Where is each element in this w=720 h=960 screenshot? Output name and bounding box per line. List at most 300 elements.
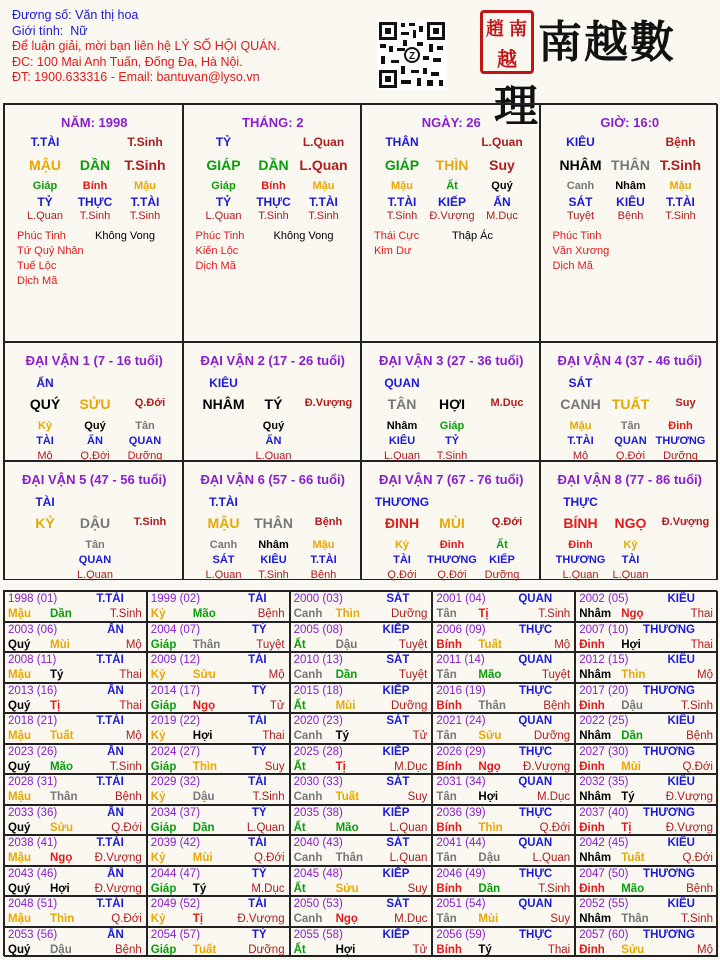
year-label: 2018 (21) bbox=[8, 715, 58, 727]
year-ten-god: THỰC bbox=[519, 745, 553, 758]
year-can: Giáp bbox=[150, 943, 177, 956]
pillar-an-1: Canh bbox=[566, 180, 595, 192]
dai-van-an-2: Giáp bbox=[439, 420, 465, 432]
year-stage: T.Sinh bbox=[109, 608, 142, 620]
dai-van-can: CANH bbox=[560, 396, 601, 412]
dai-van-ss-3: Dưỡng bbox=[663, 450, 698, 462]
year-chi: Sửu bbox=[621, 943, 645, 956]
pillar-an-2: Bính bbox=[82, 180, 108, 192]
year-stage: T.Sinh bbox=[109, 760, 142, 773]
year-stage: Đ.Vượng bbox=[665, 821, 713, 834]
contact-line: Để luận giải, mời bạn liên hệ LÝ SỐ HỘI QUÁN. bbox=[12, 39, 281, 53]
year-cell bbox=[575, 713, 718, 744]
pillar-than-1: TỶ bbox=[37, 195, 53, 209]
dai-van-3 bbox=[361, 342, 540, 461]
pillar-star-1: Phúc Tinh bbox=[195, 230, 245, 242]
year-chi: Dậu bbox=[335, 638, 358, 651]
dai-van-title: ĐẠI VẬN 6 (57 - 66 tuổi) bbox=[200, 472, 345, 487]
year-label: 2049 (52) bbox=[150, 898, 201, 910]
year-chi: Mùi bbox=[335, 699, 356, 712]
year-chi: Tuất bbox=[621, 852, 645, 864]
dai-van-than-1: T.TÀI bbox=[567, 435, 594, 447]
pillar-than-1: T.TÀI bbox=[387, 195, 417, 209]
year-ten-god: KIẾP bbox=[382, 623, 410, 636]
year-label: 2033 (36) bbox=[8, 806, 58, 819]
dai-van-than-2: QUAN bbox=[78, 554, 112, 566]
pillar-can-2: THÂN bbox=[611, 157, 650, 173]
dai-van-ss-1: Q.Đới bbox=[387, 569, 417, 581]
pillar-an-2: Ất bbox=[446, 180, 458, 192]
pillar-ss-3: T.Sinh bbox=[665, 210, 696, 222]
year-label: 2015 (18) bbox=[293, 684, 343, 697]
dai-van-than-1: SÁT bbox=[212, 554, 235, 566]
year-stage: T.Sinh bbox=[252, 791, 285, 803]
dai-van-an-3: Mậu bbox=[312, 539, 335, 551]
year-can: Nhâm bbox=[579, 669, 612, 681]
dai-van-ss-2: Q.Đới bbox=[615, 450, 646, 462]
year-cell bbox=[575, 652, 718, 683]
year-label: 2022 (25) bbox=[579, 715, 629, 727]
phone-email-line: ĐT: 1900.633316 - Email: bantuvan@lyso.vn bbox=[12, 70, 260, 84]
year-can: Bính bbox=[436, 760, 462, 773]
year-stage: Mộ bbox=[125, 730, 142, 742]
dai-van-1 bbox=[4, 342, 183, 461]
year-ten-god: THƯƠNG bbox=[643, 684, 695, 697]
year-chi: Hợi bbox=[50, 882, 70, 895]
pillar-star-2: Kim Dư bbox=[374, 245, 412, 257]
year-label: 2020 (23) bbox=[293, 715, 343, 727]
dai-van-than-3: KIẾP bbox=[489, 554, 515, 566]
dai-van-an-2: Tân bbox=[620, 420, 641, 432]
year-label: 2031 (34) bbox=[436, 776, 486, 788]
dai-van-than-3: QUAN bbox=[128, 435, 162, 447]
dai-van-than-1: KIÊU bbox=[388, 435, 416, 447]
dai-van-ts: M.Dục bbox=[490, 397, 524, 409]
year-ten-god: THỰC bbox=[519, 806, 553, 819]
year-stage: Tuyệt bbox=[541, 669, 571, 681]
year-can: Quý bbox=[8, 943, 31, 956]
year-label: 2048 (51) bbox=[8, 898, 58, 910]
year-cell bbox=[575, 835, 718, 866]
year-ten-god: KIẾP bbox=[382, 806, 410, 819]
year-can: Canh bbox=[293, 852, 323, 864]
pillar-can-2: DẦN bbox=[258, 157, 289, 173]
year-ten-god: QUAN bbox=[518, 776, 553, 788]
dai-van-can: BÍNH bbox=[563, 515, 598, 531]
year-ten-god: QUAN bbox=[518, 593, 553, 605]
dai-van-ss-1: L.Quan bbox=[562, 569, 599, 581]
year-label: 2019 (22) bbox=[150, 715, 201, 727]
year-stage: Q.Đới bbox=[111, 821, 142, 834]
dai-van-chi: HỢI bbox=[439, 396, 465, 412]
pillar-can-3: T.Sinh bbox=[124, 157, 166, 173]
year-can: Kỷ bbox=[150, 913, 166, 925]
year-cell bbox=[147, 713, 290, 744]
pillar-an-1: Giáp bbox=[32, 180, 58, 192]
year-cell bbox=[4, 591, 147, 622]
dai-van-than-1: TÀI bbox=[393, 554, 411, 566]
year-can: Quý bbox=[8, 638, 31, 651]
year-can: Bính bbox=[436, 638, 462, 651]
year-ten-god: TÀI bbox=[248, 898, 267, 910]
year-cell bbox=[290, 866, 433, 897]
year-can: Canh bbox=[293, 791, 323, 803]
year-label: 2047 (50) bbox=[579, 867, 629, 880]
year-label: 2021 (24) bbox=[436, 715, 486, 727]
year-cell bbox=[432, 835, 575, 866]
year-cell bbox=[432, 652, 575, 683]
year-chi: Mão bbox=[50, 760, 73, 773]
year-can: Canh bbox=[293, 913, 323, 925]
dai-van-ss-2: Q.Đới bbox=[437, 569, 467, 581]
year-cell bbox=[147, 774, 290, 805]
year-cell bbox=[432, 866, 575, 897]
year-stage: Dưỡng bbox=[533, 730, 571, 742]
year-label: 2055 (58) bbox=[293, 928, 343, 941]
year-ten-god: THỰC bbox=[519, 928, 553, 941]
year-label: 2036 (39) bbox=[436, 806, 486, 819]
year-stage: Mộ bbox=[697, 669, 713, 681]
year-stage: Đ.Vượng bbox=[665, 791, 713, 803]
dai-van-an-2: Quý bbox=[84, 420, 106, 432]
year-ten-god: TÀI bbox=[248, 837, 267, 849]
year-cell bbox=[147, 927, 290, 958]
year-can: Tân bbox=[436, 669, 457, 681]
year-label: 2037 (40) bbox=[579, 806, 629, 819]
year-can: Bính bbox=[436, 882, 462, 895]
year-can: Mậu bbox=[8, 730, 31, 742]
year-cell bbox=[147, 622, 290, 653]
year-cell bbox=[575, 774, 718, 805]
pillar-an-2: Nhâm bbox=[615, 180, 646, 192]
year-label: 2028 (31) bbox=[8, 776, 58, 788]
year-stage: Đ.Vượng bbox=[94, 852, 142, 864]
dai-van-ss-2: Q.Đới bbox=[80, 450, 110, 462]
year-cell bbox=[147, 866, 290, 897]
year-label: 2029 (32) bbox=[150, 776, 201, 788]
dai-van-can: ĐINH bbox=[384, 515, 420, 531]
dai-van-can: NHÂM bbox=[202, 396, 245, 412]
pillar-than-1: TỶ bbox=[215, 195, 232, 209]
pillar-ss-1: T.Sinh bbox=[386, 210, 418, 222]
year-label: 2013 (16) bbox=[8, 684, 58, 697]
year-cell bbox=[147, 652, 290, 683]
year-cell bbox=[432, 744, 575, 775]
year-cell bbox=[147, 683, 290, 714]
year-stage: Mộ bbox=[554, 638, 571, 651]
year-ten-god: QUAN bbox=[518, 837, 553, 849]
dai-van-ss-1: Mộ bbox=[37, 450, 53, 462]
dai-van-top: THỰC bbox=[563, 495, 598, 509]
year-label: 2030 (33) bbox=[293, 776, 343, 788]
year-label: 2032 (35) bbox=[579, 776, 629, 788]
seal-char-2: 南 bbox=[509, 19, 527, 40]
year-can: Mậu bbox=[8, 852, 31, 864]
dai-van-an-3: Đinh bbox=[668, 420, 693, 432]
year-stage: Bệnh bbox=[543, 699, 571, 712]
year-can: Tân bbox=[436, 852, 457, 864]
dai-van-title: ĐẠI VẬN 1 (7 - 16 tuổi) bbox=[25, 353, 163, 368]
year-chi: Dần bbox=[478, 882, 501, 895]
year-ten-god: THỰC bbox=[519, 867, 553, 880]
gioi-tinh-line bbox=[12, 24, 372, 40]
year-ten-god: SÁT bbox=[386, 593, 410, 605]
year-ten-god: THƯƠNG bbox=[643, 867, 695, 880]
year-chi: Tuất bbox=[335, 791, 360, 803]
year-ten-god: SÁT bbox=[386, 898, 410, 910]
year-chi: Tị bbox=[335, 760, 346, 773]
year-cell bbox=[290, 805, 433, 836]
year-cell bbox=[4, 774, 147, 805]
year-can: Ất bbox=[293, 943, 306, 956]
dai-van-title: ĐẠI VẬN 7 (67 - 76 tuổi) bbox=[379, 472, 524, 487]
year-ten-god: KIÊU bbox=[667, 776, 695, 788]
year-ten-god: T.TÀI bbox=[96, 837, 124, 849]
dai-van-ts: Q.Đới bbox=[134, 397, 166, 409]
year-can: Quý bbox=[8, 882, 31, 895]
dai-van-an-1: Mậu bbox=[569, 420, 592, 432]
year-label: 2010 (13) bbox=[293, 654, 343, 666]
year-chi: Mão bbox=[335, 821, 359, 834]
pillar-top-1: T.TÀI bbox=[30, 135, 60, 149]
pillar-star-2: Văn Xương bbox=[552, 245, 610, 257]
year-stage: Tử bbox=[412, 730, 428, 742]
year-cell bbox=[575, 896, 718, 927]
year-can: Ất bbox=[293, 760, 306, 773]
pillar-than-3: T.TÀI bbox=[130, 195, 160, 209]
year-cell bbox=[4, 927, 147, 958]
year-label: 2009 (12) bbox=[150, 654, 201, 666]
dai-van-ss-2: L.Quan bbox=[612, 569, 649, 581]
pillar-star-4: Dịch Mã bbox=[17, 275, 58, 287]
year-label: 2005 (08) bbox=[293, 623, 343, 636]
pillar-than-2: KIÊU bbox=[616, 195, 645, 209]
year-stage: L.Quan bbox=[532, 852, 571, 864]
year-ten-god: THƯƠNG bbox=[643, 745, 695, 758]
dai-van-chi: SỬU bbox=[79, 396, 111, 412]
year-stage: T.Sinh bbox=[681, 913, 713, 925]
year-chi: Tý bbox=[50, 669, 64, 681]
year-ten-god: TÀI bbox=[248, 715, 267, 727]
pillar-top-1: KIÊU bbox=[566, 135, 595, 149]
year-stage: Q.Đới bbox=[682, 760, 713, 773]
annual-table bbox=[3, 590, 717, 956]
year-cell bbox=[4, 896, 147, 927]
dai-van-chi: DẬU bbox=[79, 515, 111, 531]
year-stage: Bệnh bbox=[686, 882, 713, 895]
year-stage: T.Sinh bbox=[538, 882, 571, 895]
year-cell bbox=[432, 591, 575, 622]
year-label: 2038 (41) bbox=[8, 837, 58, 849]
pillar-3 bbox=[361, 104, 540, 342]
dai-van-ss-2: T.Sinh bbox=[258, 569, 289, 581]
year-label: 2016 (19) bbox=[436, 684, 486, 697]
year-ten-god: KIẾP bbox=[382, 684, 410, 697]
year-chi: Dậu bbox=[192, 791, 215, 803]
year-stage: Thai bbox=[690, 608, 713, 620]
year-label: 2050 (53) bbox=[293, 898, 343, 910]
year-label: 2011 (14) bbox=[436, 654, 485, 666]
year-ten-god: ẤN bbox=[107, 623, 124, 636]
pillar-an-3: Mậu bbox=[669, 180, 692, 192]
pillar-ss-3: T.Sinh bbox=[308, 210, 339, 222]
year-chi: Thìn bbox=[335, 608, 360, 620]
year-ten-god: SÁT bbox=[386, 715, 410, 727]
year-stage: Tuyệt bbox=[399, 669, 428, 681]
year-chi: Dậu bbox=[621, 699, 643, 712]
pillar-ss-1: Tuyệt bbox=[566, 210, 595, 222]
year-can: Quý bbox=[8, 699, 31, 712]
dai-van-can: QUÝ bbox=[29, 396, 61, 412]
year-ten-god: KIẾP bbox=[382, 928, 410, 941]
dai-van-than-1: THƯƠNG bbox=[555, 554, 606, 566]
year-label: 2040 (43) bbox=[293, 837, 343, 849]
year-can: Đinh bbox=[579, 699, 605, 712]
year-stage: M.Dục bbox=[394, 760, 428, 773]
pillar-than-2: THỰC bbox=[77, 195, 113, 209]
year-ten-god: THƯƠNG bbox=[643, 806, 695, 819]
year-stage: Thai bbox=[690, 638, 713, 651]
dai-van-top: ẤN bbox=[36, 376, 54, 390]
year-stage: Tử bbox=[269, 699, 285, 712]
pillar-top-1: THÂN bbox=[385, 135, 419, 149]
dai-van-title: ĐẠI VẬN 4 (37 - 46 tuổi) bbox=[557, 353, 702, 368]
seal-char-1: 趙 bbox=[486, 19, 504, 40]
pillar-top-1: TỶ bbox=[215, 135, 232, 149]
year-stage: Thai bbox=[119, 699, 142, 712]
year-cell bbox=[4, 835, 147, 866]
year-stage: Đ.Vượng bbox=[237, 913, 285, 925]
year-can: Giáp bbox=[150, 699, 177, 712]
year-cell bbox=[147, 805, 290, 836]
year-stage: M.Dục bbox=[394, 913, 428, 925]
pillar-than-3: T.TÀI bbox=[666, 195, 695, 209]
year-chi: Ngọ bbox=[335, 913, 358, 925]
year-label: 2039 (42) bbox=[150, 837, 201, 849]
year-can: Đinh bbox=[579, 760, 605, 773]
year-ten-god: T.TÀI bbox=[96, 776, 124, 788]
year-ten-god: TÀI bbox=[248, 593, 267, 605]
year-chi: Mão bbox=[192, 608, 216, 620]
year-chi: Tý bbox=[478, 943, 492, 956]
dai-van-than-2: TỶ bbox=[444, 435, 460, 447]
year-label: 2001 (04) bbox=[436, 593, 486, 605]
year-cell bbox=[4, 622, 147, 653]
dai-van-than-2: QUAN bbox=[614, 435, 647, 447]
dai-van-top: THƯƠNG bbox=[374, 495, 430, 509]
dai-van-chi: TUẤT bbox=[611, 396, 650, 412]
year-label: 2025 (28) bbox=[293, 745, 343, 758]
pillar-star-3: Dịch Mã bbox=[195, 260, 236, 272]
year-stage: Mộ bbox=[125, 638, 142, 651]
dai-van-an-1: Kỷ bbox=[37, 420, 53, 432]
year-chi: Hợi bbox=[621, 638, 641, 651]
year-chi: Thân bbox=[478, 699, 506, 712]
year-can: Nhâm bbox=[579, 913, 612, 925]
year-stage: Bệnh bbox=[114, 943, 142, 956]
year-label: 2034 (37) bbox=[150, 806, 201, 819]
pillar-title: THÁNG: 2 bbox=[242, 115, 304, 130]
year-can: Ất bbox=[293, 821, 306, 834]
year-ten-god: TÀI bbox=[248, 654, 267, 666]
year-label: 2056 (59) bbox=[436, 928, 486, 941]
year-cell bbox=[290, 683, 433, 714]
year-chi: Thân bbox=[192, 638, 221, 651]
year-cell bbox=[432, 927, 575, 958]
dai-van-title: ĐẠI VẬN 8 (77 - 86 tuổi) bbox=[557, 472, 702, 487]
year-ten-god: KIÊU bbox=[667, 837, 695, 849]
pillar-title: GIỜ: 16:0 bbox=[600, 115, 660, 130]
year-can: Kỷ bbox=[150, 608, 166, 620]
year-label: 2045 (48) bbox=[293, 867, 343, 880]
year-ten-god: KIẾP bbox=[382, 745, 410, 758]
year-cell bbox=[290, 591, 433, 622]
year-ten-god: KIẾP bbox=[382, 867, 410, 880]
duong-so-line bbox=[12, 8, 372, 24]
year-stage: L.Quan bbox=[389, 852, 428, 864]
dai-van-an-2: Tân bbox=[85, 539, 105, 551]
year-cell bbox=[432, 713, 575, 744]
year-can: Nhâm bbox=[579, 852, 612, 864]
dai-van-can: KỶ bbox=[35, 515, 55, 531]
qr-code-icon[interactable] bbox=[377, 20, 447, 90]
pillar-2 bbox=[183, 104, 362, 342]
pillar-ss-3: T.Sinh bbox=[129, 210, 161, 222]
year-chi: Thìn bbox=[50, 913, 75, 925]
dai-van-chi: NGỌ bbox=[614, 515, 647, 531]
year-can: Giáp bbox=[150, 638, 177, 651]
brand-title: 南越數理 bbox=[494, 17, 676, 132]
year-stage: Tử bbox=[412, 943, 428, 956]
year-ten-god: SÁT bbox=[386, 654, 410, 666]
year-chi: Ngọ bbox=[478, 760, 501, 773]
dai-van-than-3: THƯƠNG bbox=[655, 435, 706, 447]
year-ten-god: T.TÀI bbox=[96, 654, 124, 666]
year-stage: Bệnh bbox=[114, 791, 142, 803]
year-cell bbox=[4, 652, 147, 683]
year-ten-god: ẤN bbox=[107, 867, 124, 880]
year-ten-god: THƯƠNG bbox=[643, 928, 695, 941]
year-cell bbox=[290, 774, 433, 805]
dai-van-title: ĐẠI VẬN 3 (27 - 36 tuổi) bbox=[379, 353, 524, 368]
year-can: Quý bbox=[8, 760, 31, 773]
year-ten-god: KIÊU bbox=[667, 654, 695, 666]
year-ten-god: KIÊU bbox=[667, 898, 695, 910]
pillar-star-2: Kiến Lộc bbox=[195, 245, 239, 257]
year-can: Ất bbox=[293, 882, 306, 895]
year-cell bbox=[4, 713, 147, 744]
year-can: Canh bbox=[293, 608, 323, 620]
year-can: Mậu bbox=[8, 608, 31, 620]
dai-van-an-2: Nhâm bbox=[258, 539, 289, 551]
year-label: 2027 (30) bbox=[579, 745, 629, 758]
year-label: 2026 (29) bbox=[436, 745, 486, 758]
year-label: 2000 (03) bbox=[293, 593, 343, 605]
pillar-star-1: Thái Cực bbox=[374, 230, 420, 242]
year-ten-god: T.TÀI bbox=[96, 715, 124, 727]
pillar-1 bbox=[4, 104, 183, 342]
dai-van-chi: TÝ bbox=[264, 396, 283, 412]
year-stage: Dưỡng bbox=[391, 699, 428, 712]
year-can: Kỷ bbox=[150, 730, 166, 742]
year-label: 2002 (05) bbox=[579, 593, 629, 605]
year-chi: Thân bbox=[50, 791, 78, 803]
pillar-star-extra: Không Vong bbox=[273, 230, 334, 242]
year-stage: Q.Đới bbox=[682, 852, 713, 864]
year-can: Ất bbox=[293, 699, 306, 712]
year-stage: Thai bbox=[262, 730, 285, 742]
year-can: Giáp bbox=[150, 882, 177, 895]
